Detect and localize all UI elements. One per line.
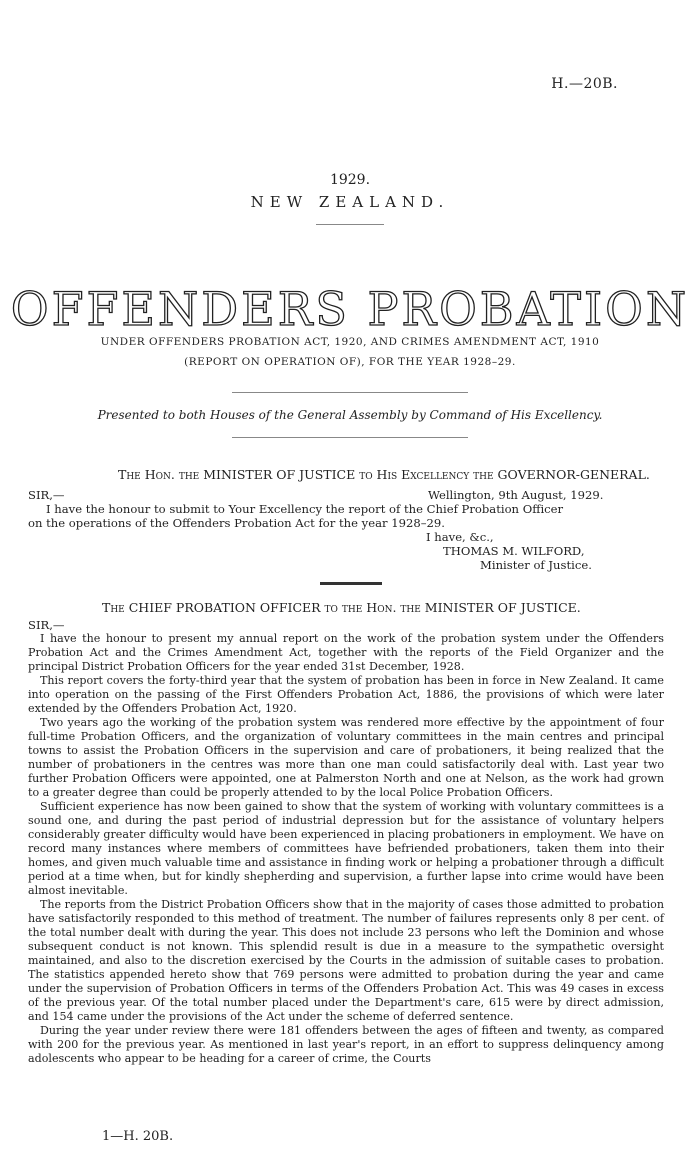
letter1-signatory: THOMAS M. WILFORD,	[443, 544, 585, 558]
letter1-signatory-title: Minister of Justice.	[480, 558, 592, 572]
presented-notice: Presented to both Houses of the General Assembly by Command of His Excellency.	[97, 408, 603, 422]
letter2-address: The CHIEF PROBATION OFFICER to the Hon. the MINISTER OF JUSTICE.	[102, 600, 581, 615]
page-footer: 1—H. 20B.	[102, 1129, 174, 1144]
divider-top	[232, 392, 468, 393]
letter2-paragraph-1: I have the honour to present my annual report on the work of the probation system under the Offenders Probation Act and the Crimes Amendment Act, together with the reports of the Field Organizer and the principal District Probation Officers for the year ended 31st December, 1928.	[28, 632, 664, 673]
letter1-address: The Hon. the MINISTER OF JUSTICE to His Excellency the GOVERNOR-GENERAL.	[118, 467, 650, 482]
letter1-body-line1: I have the honour to submit to Your Excellency the report of the Chief Probation Officer	[46, 502, 564, 516]
report-year: 1929.	[329, 172, 371, 188]
report-subtitle-line1: UNDER OFFENDERS PROBATION ACT, 1920, AND CRIMES AMENDMENT ACT, 1910	[100, 336, 600, 348]
letter1-salutation: SIR,—	[28, 488, 65, 502]
country-heading: NEW ZEALAND.	[250, 193, 450, 211]
letter2-paragraph-3: Two years ago the working of the probation system was rendered more effective by the appointment of four full-time Probation Officers, and the organization of voluntary committees in the main centres and principal towns to assist the Probation Officers in the supervision and care of probationers, it being realized that the number of probationers in the centres was more than one man could satisfactorily deal with. Last year two further Probation Officers were appointed, one at Palmerston North and one at Nelson, as the work had grown to a greater degree than could be properly attended to by the local Police Probation Officers.	[28, 716, 664, 799]
section-divider	[320, 582, 382, 585]
letter1-place-date: Wellington, 9th August, 1929.	[428, 488, 604, 502]
divider-bottom	[232, 437, 468, 438]
report-title: OFFENDERS PROBATION	[10, 282, 690, 336]
letter2-salutation: SIR,—	[28, 618, 65, 632]
letter2-paragraph-5: The reports from the District Probation Officers show that in the majority of cases those admitted to probation have satisfactorily responded to this method of treatment. The number of failures represents only 8 per cent. of the total number dealt with during the year. This does not include 23 persons who left the Dominion and whose subsequent conduct is not known. This splendid result is due in a measure to the sympathetic oversight maintained, and also to the discretion exercised by the Courts in the admission of suitable cases to probation. The statistics appended hereto show that 769 persons were admitted to probation during the year and came under the supervision of Probation Officers in terms of the Offenders Probation Act. This was 49 cases in excess of the previous year. Of the total number placed under the Department's care, 615 were by direct admission, and 154 came under the provisions of the Act under the scheme of deferred sentence.	[28, 898, 664, 1023]
letter1-closing: I have, &c.,	[426, 530, 494, 544]
letter1-body-line2: on the operations of the Offenders Probation Act for the year 1928–29.	[28, 516, 445, 530]
letter2-paragraph-4: Sufficient experience has now been gained to show that the system of working with voluntary committees is a sound one, and during the past period of industrial depression but for the assistance of voluntary helpers considerably greater difficulty would have been experienced in placing probationers in employment. We have on record many instances where members of committees have befriended probationers, taken them into their homes, and given much valuable time and assistance in finding work or helping a probationer through a difficult period at a time when, but for kindly shepherding and supervision, a further lapse into crime would have been almost inevitable.	[28, 800, 664, 897]
letter2-paragraph-2: This report covers the forty-third year that the system of probation has been in force in New Zealand. It came into operation on the passing of the First Offenders Probation Act, 1886, the provisions of which were later extended by the Offenders Probation Act, 1920.	[28, 674, 664, 715]
report-subtitle-line2: (REPORT ON OPERATION OF), FOR THE YEAR 1928–29.	[184, 356, 516, 368]
short-divider	[316, 224, 384, 225]
document-reference: H.—20B.	[551, 76, 618, 92]
letter2-body	[28, 632, 664, 1066]
letter2-paragraph-6: During the year under review there were 181 offenders between the ages of fifteen and twenty, as compared with 200 for the previous year. As mentioned in last year's report, in an effort to suppress delinquency among adolescents who appear to be heading for a career of crime, the Courts	[28, 1024, 664, 1065]
